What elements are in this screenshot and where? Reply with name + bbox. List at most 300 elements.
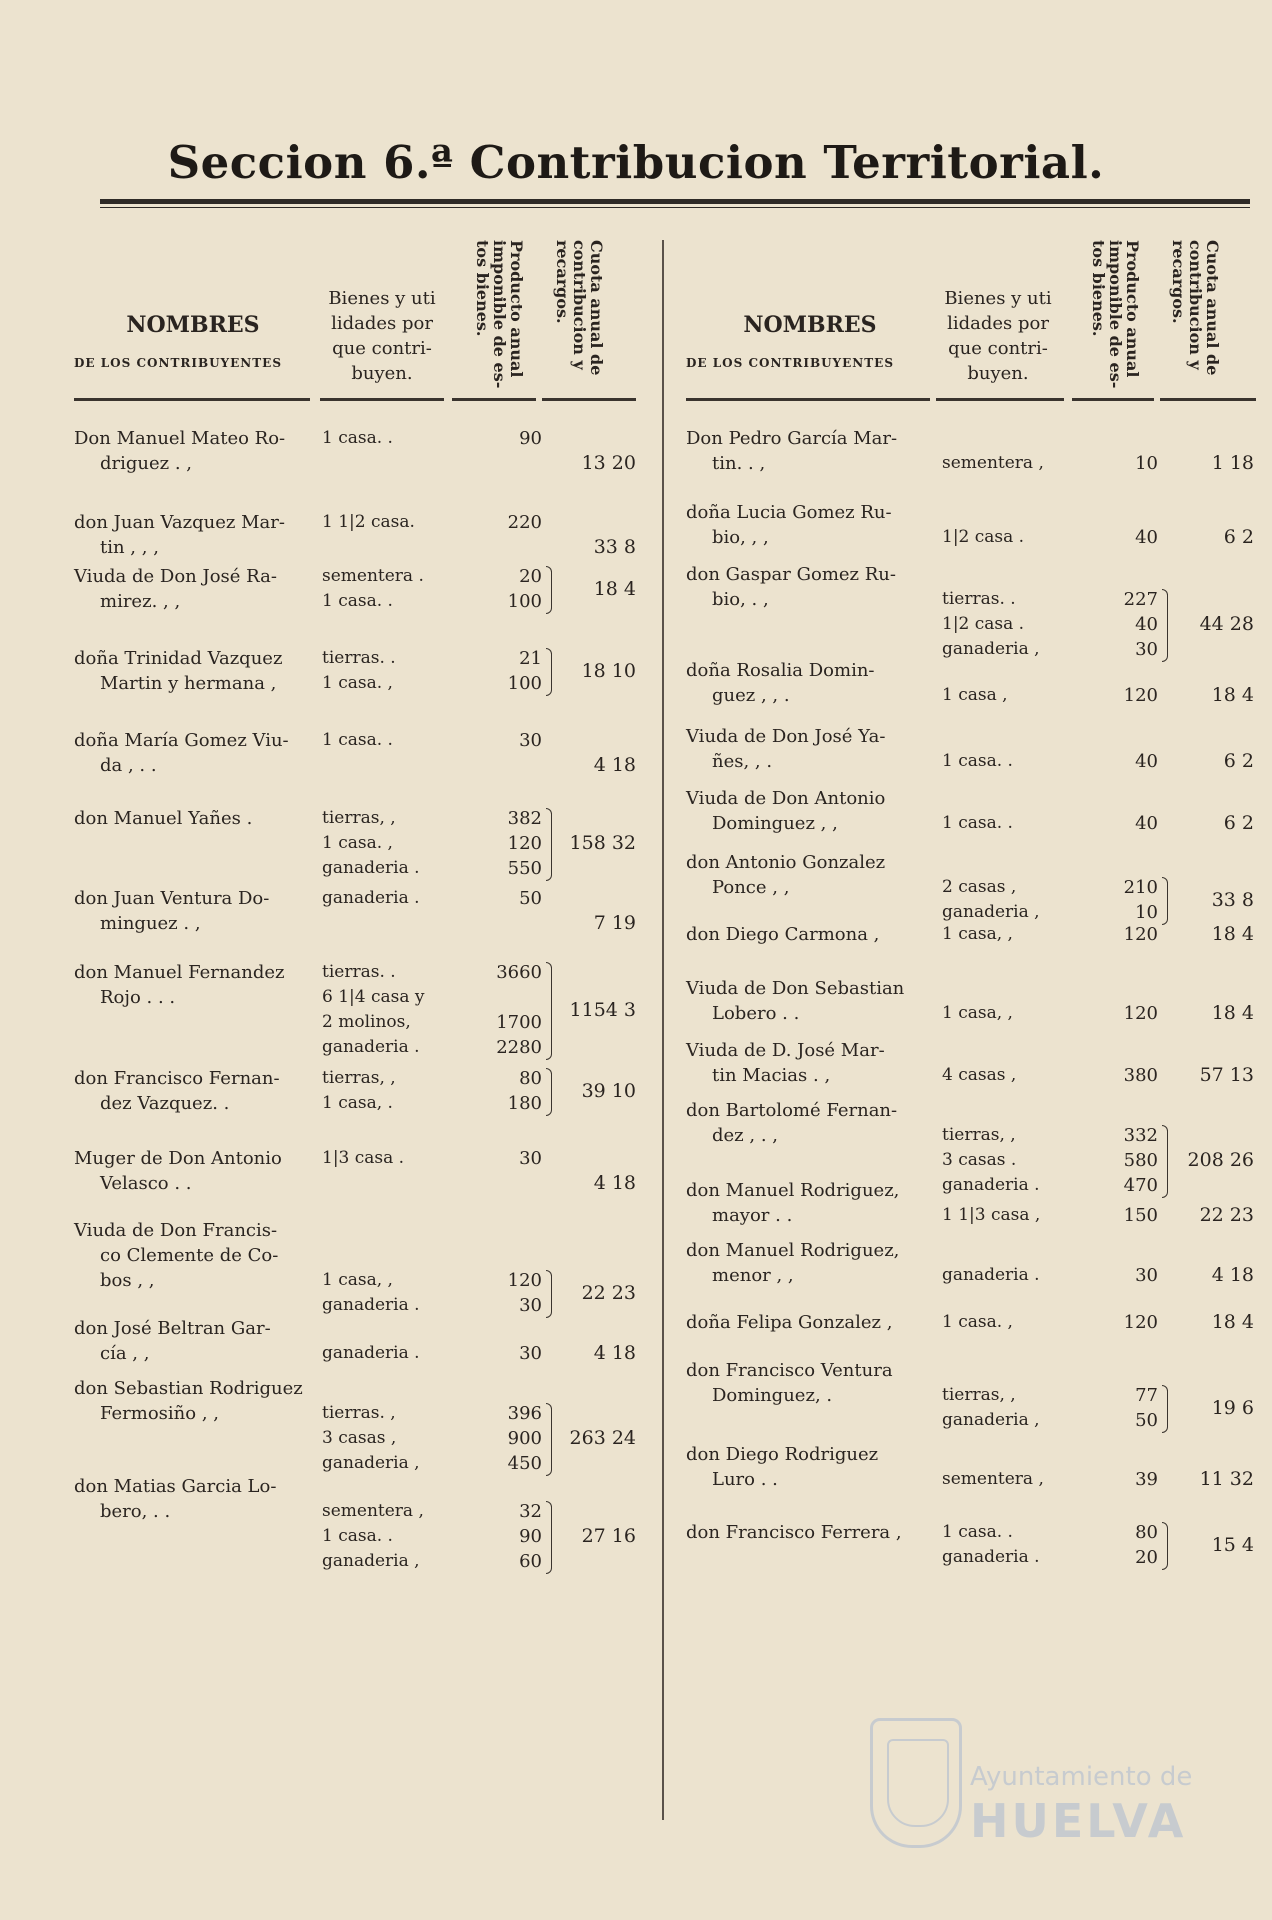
product-value: 77: [1135, 1385, 1158, 1406]
property-item: tierras, ,: [322, 808, 396, 828]
product-values: [1090, 724, 1158, 774]
property-items: [322, 426, 472, 451]
title-rule-thin: [100, 207, 1250, 208]
product-values: [474, 1316, 542, 1366]
header-rule: [542, 398, 636, 401]
property-item: 2 casas ,: [942, 877, 1017, 897]
contributor-name: [686, 658, 936, 708]
property-item: ganaderia .: [322, 858, 420, 878]
contributor-name: [74, 564, 314, 614]
contributor-name-line: Ponce , ,: [712, 877, 790, 898]
product-value: 30: [1135, 639, 1158, 660]
cuota-value: 4 18: [593, 754, 636, 776]
cuota-value: 18 4: [1211, 1002, 1254, 1024]
property-item: 1 casa. .: [322, 1526, 393, 1546]
title-rule: [100, 199, 1250, 204]
brace-icon: [546, 1068, 552, 1116]
header-rule: [74, 398, 310, 401]
contributor-name-line: Viuda de Don Antonio: [686, 788, 886, 809]
contributor-name-line: Viuda de Don Francis-: [74, 1220, 278, 1241]
product-values: [1090, 786, 1158, 836]
header-rule: [936, 398, 1064, 401]
brace-icon: [1162, 1385, 1168, 1433]
property-item: [942, 1358, 1092, 1383]
property-item: ganaderia .: [942, 1265, 1040, 1285]
product-value: 470: [1123, 1175, 1158, 1196]
contributor-name-line: ñes, , .: [712, 751, 773, 772]
header-rule: [1072, 398, 1154, 401]
property-item: [942, 724, 1092, 749]
product-value: 150: [1123, 1205, 1158, 1226]
contributor-name-line: driguez . ,: [100, 453, 193, 474]
contributor-name-line: da , . .: [100, 755, 157, 776]
property-item: ganaderia .: [942, 1547, 1040, 1567]
property-item: tierras, ,: [322, 1068, 396, 1088]
product-value: 2280: [496, 1037, 542, 1058]
contributor-name-line: don Sebastian Rodriguez: [74, 1378, 303, 1399]
contributor-name: [686, 1238, 936, 1288]
names-header: [686, 312, 934, 370]
brace-icon: [1162, 1125, 1168, 1198]
product-value: 30: [519, 1148, 542, 1169]
property-item: tierras, ,: [942, 1125, 1016, 1145]
contributor-name-line: doña Felipa Gonzalez ,: [686, 1312, 893, 1333]
property-item: 1 1|2 casa.: [322, 512, 415, 532]
contributor-name-line: Rojo . . .: [100, 987, 176, 1008]
brace-icon: [1162, 589, 1168, 662]
product-values: [474, 426, 542, 451]
product-values: [474, 564, 542, 614]
cuota-value: 33 8: [1211, 888, 1254, 911]
contributor-name: [74, 646, 314, 696]
product-value: 30: [1135, 1265, 1158, 1286]
property-items: [942, 1178, 1092, 1228]
property-item: 1 casa. .: [322, 591, 393, 611]
property-item: ganaderia .: [322, 888, 420, 908]
product-values: [474, 960, 542, 1060]
property-item: sementera ,: [942, 1469, 1044, 1489]
contributor-name: [74, 510, 314, 560]
contributor-name: [686, 426, 936, 476]
property-item: ganaderia .: [322, 1295, 420, 1315]
property-items: [942, 724, 1092, 774]
product-values: [1090, 850, 1158, 925]
contributor-name-line: don Manuel Fernandez: [74, 962, 285, 983]
property-item: ganaderia ,: [942, 902, 1040, 922]
product-values: [1090, 1178, 1158, 1228]
cuota-header-text: Cuota anual de contribucion y recargos.: [1169, 240, 1222, 376]
contributor-name-line: don Diego Rodriguez: [686, 1444, 879, 1465]
property-items: [942, 658, 1092, 708]
product-values: [474, 806, 542, 881]
property-item: [322, 1243, 472, 1268]
property-items: [322, 646, 472, 696]
header-rule: [1160, 398, 1256, 401]
property-item: [942, 1098, 1092, 1123]
cuota-value: 1 18: [1211, 452, 1254, 474]
page-title: Seccion 6.ª Contribucion Territorial.: [167, 136, 1105, 189]
brace-icon: [546, 648, 552, 696]
producto-header-text: Producto anual imponible de es- tos bienes.: [1089, 240, 1142, 389]
cuota-value: 18 4: [1211, 1311, 1254, 1333]
product-values: [1090, 1238, 1158, 1288]
product-values: [1090, 658, 1158, 708]
property-item: sementera ,: [322, 1501, 424, 1521]
property-item: 1 casa. .: [942, 1522, 1013, 1542]
contributor-name: [686, 1178, 936, 1228]
product-value: [474, 1316, 542, 1341]
contributor-name: [686, 500, 936, 550]
product-value: 32: [519, 1501, 542, 1522]
product-value: 396: [507, 1403, 542, 1424]
property-item: 1 casa. .: [322, 428, 393, 448]
cuota-value: 4 18: [1211, 1264, 1254, 1286]
property-items: [322, 1316, 472, 1366]
cuota-value: 6 2: [1223, 812, 1254, 834]
property-item: [942, 658, 1092, 683]
brace-icon: [546, 1501, 552, 1574]
product-value: [1090, 500, 1158, 525]
names-header-main: NOMBRES: [743, 312, 877, 338]
product-value: 382: [507, 808, 542, 829]
property-item: [322, 1474, 472, 1499]
contributor-name: [74, 1218, 314, 1293]
producto-header: [473, 240, 526, 390]
contributor-name-line: minguez . ,: [100, 913, 201, 934]
property-item: ganaderia .: [322, 1037, 420, 1057]
property-item: [942, 1178, 1092, 1203]
product-value: 10: [1135, 902, 1158, 923]
contributor-name-line: don Gaspar Gomez Ru-: [686, 564, 896, 585]
property-item: tierras. ,: [322, 1403, 396, 1423]
cuota-value: 18 4: [593, 577, 636, 600]
stamp-line2: HUELVA: [970, 1794, 1187, 1848]
contributor-name-line: doña Lucia Gomez Ru-: [686, 502, 892, 523]
contributor-name-line: bero, . .: [100, 1501, 171, 1522]
property-items: [322, 564, 472, 614]
product-value: 90: [519, 1526, 542, 1547]
column-divider: [662, 240, 664, 1820]
contributor-name: [74, 886, 314, 936]
contributor-name: [74, 426, 314, 476]
product-values: [1090, 922, 1158, 947]
property-item: 1 casa. .: [942, 813, 1013, 833]
contributor-name-line: don Francisco Fernan-: [74, 1068, 280, 1089]
product-value: 180: [507, 1093, 542, 1114]
property-item: tierras, ,: [942, 1385, 1016, 1405]
contributor-name: [686, 850, 936, 900]
contributor-name-line: mayor . .: [712, 1205, 793, 1226]
product-value: [1090, 1178, 1158, 1203]
contributor-name: [74, 1316, 314, 1366]
contributor-name: [686, 562, 936, 612]
property-item: 1 casa. ,: [942, 1312, 1013, 1332]
contributor-name-line: cía , ,: [100, 1343, 150, 1364]
cuota-value: 44 28: [1199, 613, 1254, 635]
product-values: [474, 510, 542, 535]
property-item: sementera .: [322, 566, 424, 586]
product-value: 40: [1135, 527, 1158, 548]
cuota-header: [1169, 240, 1222, 390]
property-item: tierras. .: [322, 962, 396, 982]
product-value: 50: [519, 888, 542, 909]
product-value: [474, 985, 542, 1010]
property-item: 1 casa. .: [942, 751, 1013, 771]
property-items: [942, 1442, 1092, 1492]
contributor-name-line: bio, . ,: [712, 589, 769, 610]
product-value: 450: [507, 1453, 542, 1474]
product-values: [1090, 426, 1158, 476]
property-items: [322, 1376, 472, 1476]
property-item: 1|2 casa .: [942, 614, 1025, 634]
names-header-main: NOMBRES: [126, 312, 260, 338]
product-values: [1090, 562, 1158, 662]
cuota-value: 18 10: [581, 659, 636, 682]
contributor-name-line: Viuda de Don Sebastian: [686, 978, 905, 999]
contributor-name-line: tin. . ,: [712, 453, 766, 474]
product-value: [474, 1376, 542, 1401]
product-value: [1090, 1358, 1158, 1383]
contributor-name: [686, 1038, 936, 1088]
product-value: [1090, 426, 1158, 451]
contributor-name-line: Don Manuel Mateo Ro-: [74, 428, 286, 449]
property-items: [942, 922, 1092, 947]
property-item: 6 1|4 casa y: [322, 987, 425, 1007]
property-item: [942, 562, 1092, 587]
contributor-name-line: tin Macias . ,: [712, 1065, 831, 1086]
contributor-name-line: Dominguez , ,: [712, 813, 838, 834]
property-item: ganaderia ,: [322, 1453, 420, 1473]
product-value: 10: [1135, 453, 1158, 474]
contributor-name-line: Velasco . .: [100, 1173, 192, 1194]
property-items: [942, 1358, 1092, 1433]
product-values: [474, 1218, 542, 1318]
product-values: [1090, 1520, 1158, 1570]
property-item: 1|3 casa .: [322, 1148, 405, 1168]
contributor-name-line: don José Beltran Gar-: [74, 1318, 271, 1339]
property-items: [942, 786, 1092, 836]
cuota-value: 18 4: [1211, 684, 1254, 706]
product-value: 50: [1135, 1410, 1158, 1431]
property-item: ganaderia ,: [942, 639, 1040, 659]
contributor-name-line: co Clemente de Co-: [100, 1245, 279, 1266]
product-value: 30: [519, 1295, 542, 1316]
contributor-name-line: don Francisco Ferrera ,: [686, 1522, 902, 1543]
product-value: 120: [1123, 1003, 1158, 1024]
product-value: 580: [1123, 1150, 1158, 1171]
brace-icon: [1162, 1522, 1168, 1570]
contributor-name-line: bos , ,: [100, 1270, 155, 1291]
property-item: 3 casas .: [942, 1150, 1017, 1170]
contributor-name-line: don Manuel Yañes .: [74, 808, 253, 829]
contributor-name-line: Martin y hermana ,: [100, 673, 277, 694]
product-value: 120: [1123, 924, 1158, 945]
product-values: [1090, 500, 1158, 550]
header-rule: [686, 398, 930, 401]
contributor-name: [686, 1310, 936, 1335]
property-item: 1|2 casa .: [942, 527, 1025, 547]
product-value: 120: [507, 833, 542, 854]
contributor-name-line: Viuda de D. José Mar-: [686, 1040, 885, 1061]
contributor-name-line: Fermosiño , ,: [100, 1403, 219, 1424]
brace-icon: [546, 962, 552, 1060]
bienes-header: Bienes y uti lidades por que contri- buyen.: [944, 288, 1052, 384]
contributor-name: [74, 1376, 314, 1426]
property-item: [942, 1038, 1092, 1063]
product-value: [474, 1218, 542, 1243]
producto-header-text: Producto anual imponible de es- tos bienes.: [473, 240, 526, 389]
contributor-name-line: don Matias Garcia Lo-: [74, 1476, 277, 1497]
property-item: [322, 1218, 472, 1243]
cuota-value: 33 8: [593, 536, 636, 558]
left-table: [74, 236, 638, 1572]
property-items: [942, 850, 1092, 925]
contributor-name-line: menor , ,: [712, 1265, 794, 1286]
product-value: 90: [519, 428, 542, 449]
product-values: [474, 1376, 542, 1476]
cuota-value: 4 18: [593, 1172, 636, 1194]
product-value: 550: [507, 858, 542, 879]
contributor-name-line: Don Pedro García Mar-: [686, 428, 898, 449]
product-value: 120: [1123, 1312, 1158, 1333]
contributor-name-line: don Antonio Gonzalez: [686, 852, 886, 873]
product-value: 40: [1135, 813, 1158, 834]
brace-icon: [546, 1403, 552, 1476]
contributor-name: [74, 806, 314, 831]
cuota-value: 263 24: [569, 1427, 636, 1449]
property-item: 1 1|3 casa ,: [942, 1205, 1041, 1225]
names-header-sub: DE LOS CONTRIBUYENTES: [74, 356, 282, 370]
product-value: [474, 1474, 542, 1499]
right-table: [686, 236, 1256, 1568]
cuota-value: 27 16: [581, 1525, 636, 1547]
producto-header: [1089, 240, 1142, 390]
brace-icon: [546, 566, 552, 614]
product-values: [474, 1146, 542, 1171]
product-value: [1090, 1038, 1158, 1063]
contributor-name-line: Viuda de Don José Ra-: [74, 566, 277, 587]
cuota-value: 57 13: [1199, 1064, 1254, 1086]
contributor-name-line: Muger de Don Antonio: [74, 1148, 282, 1169]
product-value: [1090, 850, 1158, 875]
product-value: 80: [519, 1068, 542, 1089]
contributor-name-line: don Francisco Ventura: [686, 1360, 893, 1381]
cuota-value: 22 23: [581, 1281, 636, 1304]
brace-icon: [546, 808, 552, 881]
contributor-name: [74, 1066, 314, 1116]
product-value: [1090, 658, 1158, 683]
product-values: [474, 1474, 542, 1574]
product-value: [1090, 1238, 1158, 1263]
contributor-name-line: dez Vazquez. .: [100, 1093, 230, 1114]
contributor-name-line: bio, , ,: [712, 527, 769, 548]
product-value: 120: [507, 1270, 542, 1291]
property-item: ganaderia ,: [942, 1410, 1040, 1430]
property-item: [942, 976, 1092, 1001]
product-value: 20: [519, 566, 542, 587]
product-value: 210: [1123, 877, 1158, 898]
property-item: [942, 1238, 1092, 1263]
product-value: [1090, 1442, 1158, 1467]
product-value: 3660: [496, 962, 542, 983]
property-item: [942, 426, 1092, 451]
contributor-name-line: don Manuel Rodriguez,: [686, 1240, 900, 1261]
product-value: [1090, 786, 1158, 811]
contributor-name-line: don Manuel Rodriguez,: [686, 1180, 900, 1201]
product-value: 60: [519, 1551, 542, 1572]
contributor-name-line: don Bartolomé Fernan-: [686, 1100, 898, 1121]
contributor-name: [686, 724, 936, 774]
property-item: 1 casa. ,: [322, 673, 393, 693]
property-item: 1 casa. ,: [322, 833, 393, 853]
cuota-value: 22 23: [1199, 1204, 1254, 1226]
property-item: 1 casa. .: [322, 730, 393, 750]
watermark-stamp: [870, 1718, 1210, 1858]
property-items: [322, 1146, 472, 1171]
product-values: [474, 646, 542, 696]
property-item: 4 casas ,: [942, 1065, 1017, 1085]
product-values: [1090, 976, 1158, 1026]
product-values: [474, 728, 542, 753]
contributor-name-line: don Juan Ventura Do-: [74, 888, 270, 909]
product-value: [1090, 976, 1158, 1001]
product-value: 20: [1135, 1547, 1158, 1568]
names-header: [74, 312, 312, 370]
bienes-header: Bienes y uti lidades por que contri- buyen.: [328, 288, 436, 384]
product-values: [1090, 1442, 1158, 1492]
cuota-value: 13 20: [581, 452, 636, 474]
property-item: 1 casa, ,: [942, 924, 1013, 944]
contributor-name: [686, 1520, 936, 1545]
brace-icon: [546, 1270, 552, 1318]
product-value: [1090, 724, 1158, 749]
contributor-name-line: Luro . .: [712, 1469, 778, 1490]
contributor-name: [74, 960, 314, 1010]
product-value: 332: [1123, 1125, 1158, 1146]
cuota-value: 4 18: [593, 1342, 636, 1364]
cuota-value: 1154 3: [569, 998, 636, 1021]
cuota-value: 6 2: [1223, 750, 1254, 772]
cuota-value: 208 26: [1187, 1149, 1254, 1171]
property-item: 1 casa, ,: [322, 1270, 393, 1290]
property-item: ganaderia ,: [322, 1551, 420, 1571]
contributor-name-line: guez , , .: [712, 685, 790, 706]
product-value: 220: [507, 512, 542, 533]
cuota-value: 15 4: [1211, 1533, 1254, 1556]
property-items: [322, 886, 472, 911]
product-values: [1090, 1310, 1158, 1335]
property-items: [942, 976, 1092, 1026]
contributor-name-line: doña Rosalia Domin-: [686, 660, 875, 681]
property-items: [322, 1066, 472, 1116]
property-items: [322, 510, 472, 535]
property-item: 1 casa, .: [322, 1093, 393, 1113]
contributor-name: [74, 728, 314, 778]
stamp-line1: Ayuntamiento de: [970, 1762, 1193, 1792]
product-value: 100: [507, 591, 542, 612]
property-items: [322, 1474, 472, 1574]
coat-of-arms-icon: [870, 1718, 962, 1848]
property-item: 3 casas ,: [322, 1428, 397, 1448]
property-items: [322, 1218, 472, 1318]
contributor-name: [686, 1098, 936, 1148]
contributor-name-line: mirez. , ,: [100, 591, 181, 612]
product-value: 80: [1135, 1522, 1158, 1543]
cuota-value: 18 4: [1211, 923, 1254, 945]
contributor-name-line: dez , . ,: [712, 1125, 778, 1146]
cuota-value: 6 2: [1223, 526, 1254, 548]
product-value: 21: [519, 648, 542, 669]
